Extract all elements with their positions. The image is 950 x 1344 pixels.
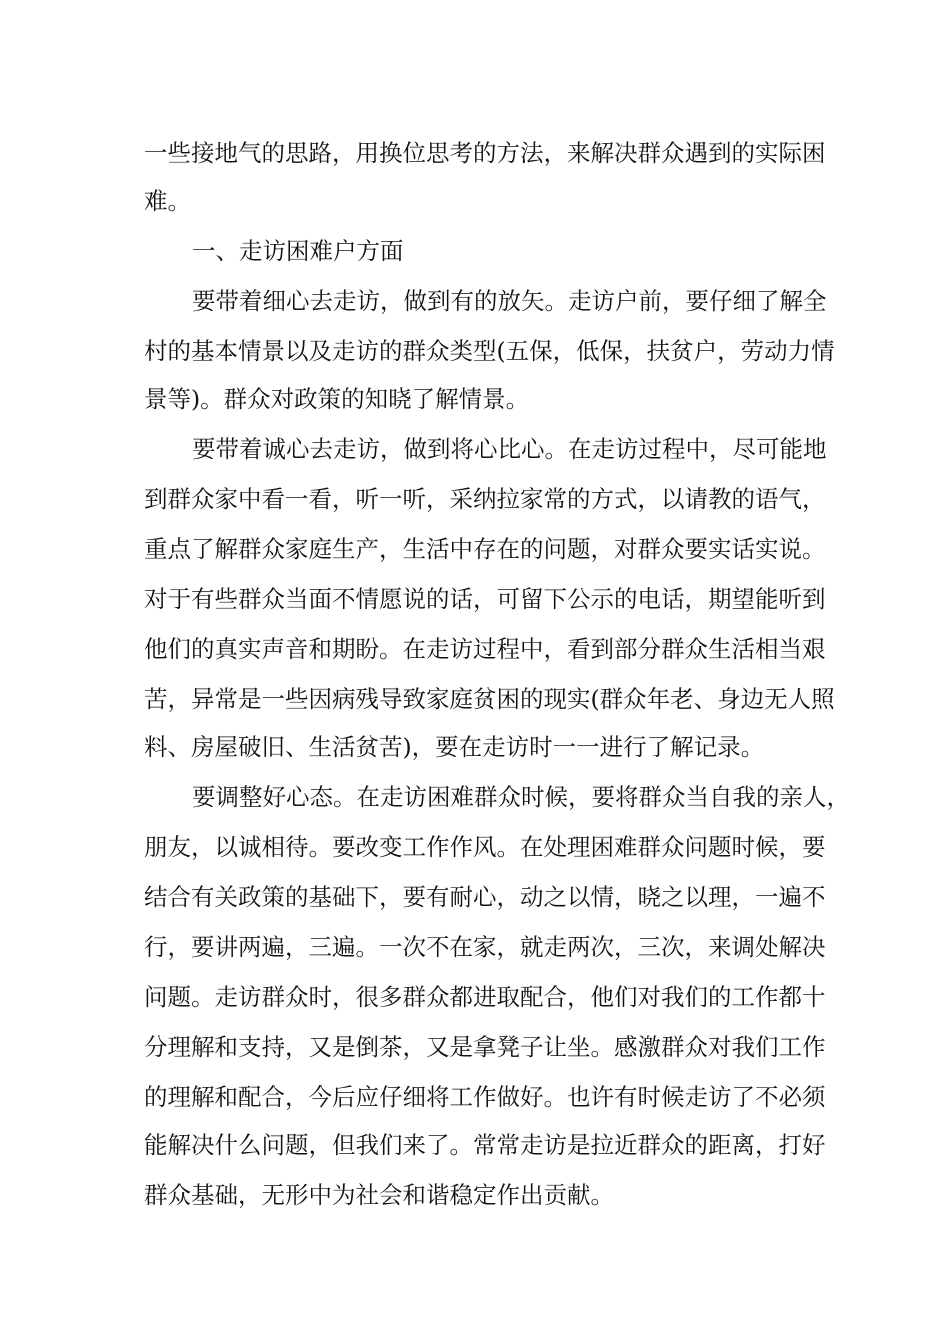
text-line-1: 一些接地气的思路，用换位思考的方法，来解决群众遇到的实际困 bbox=[144, 139, 826, 167]
text-line-15: 朋友，以诚相待。要改变工作作风。在处理困难群众问题时候，要 bbox=[144, 833, 826, 861]
text-line-16: 结合有关政策的基础下，要有耐心，动之以情，晓之以理，一遍不 bbox=[144, 883, 826, 911]
text-line-4: 要带着细心去走访，做到有的放矢。走访户前，要仔细了解全 bbox=[192, 287, 827, 315]
text-line-19: 分理解和支持，又是倒茶，又是拿凳子让坐。感激群众对我们工作 bbox=[144, 1033, 826, 1061]
text-line-2: 难。 bbox=[144, 187, 191, 215]
text-line-20: 的理解和配合，今后应仔细将工作做好。也许有时候走访了不必须 bbox=[144, 1083, 826, 1111]
text-line-7: 要带着诚心去走访，做到将心比心。在走访过程中，尽可能地 bbox=[192, 435, 827, 463]
text-line-8: 到群众家中看一看，听一听，采纳拉家常的方式，以请教的语气， bbox=[144, 485, 826, 513]
text-line-13: 料、房屋破旧、生活贫苦)，要在走访时一一进行了解记录。 bbox=[144, 733, 765, 761]
text-line-21: 能解决什么问题，但我们来了。常常走访是拉近群众的距离，打好 bbox=[144, 1131, 826, 1159]
text-line-18: 问题。走访群众时，很多群众都进取配合，他们对我们的工作都十 bbox=[144, 983, 826, 1011]
text-line-10: 对于有些群众当面不情愿说的话，可留下公示的电话，期望能听到 bbox=[144, 585, 826, 613]
text-line-17: 行，要讲两遍，三遍。一次不在家，就走两次，三次，来调处解决 bbox=[144, 933, 826, 961]
text-line-9: 重点了解群众家庭生产，生活中存在的问题，对群众要实话实说。 bbox=[144, 535, 826, 563]
text-line-22: 群众基础，无形中为社会和谐稳定作出贡献。 bbox=[144, 1181, 614, 1209]
text-line-5: 村的基本情景以及走访的群众类型(五保，低保，扶贫户，劳动力情 bbox=[144, 337, 835, 365]
text-line-12: 苦，异常是一些因病残导致家庭贫困的现实(群众年老、身边无人照 bbox=[144, 685, 835, 713]
text-line-14: 要调整好心态。在走访困难群众时候，要将群众当自我的亲人， bbox=[192, 783, 850, 811]
text-line-6: 景等)。群众对政策的知晓了解情景。 bbox=[144, 385, 530, 413]
text-line-11: 他们的真实声音和期盼。在走访过程中，看到部分群众生活相当艰 bbox=[144, 635, 826, 663]
section-heading: 一、走访困难户方面 bbox=[192, 237, 404, 265]
